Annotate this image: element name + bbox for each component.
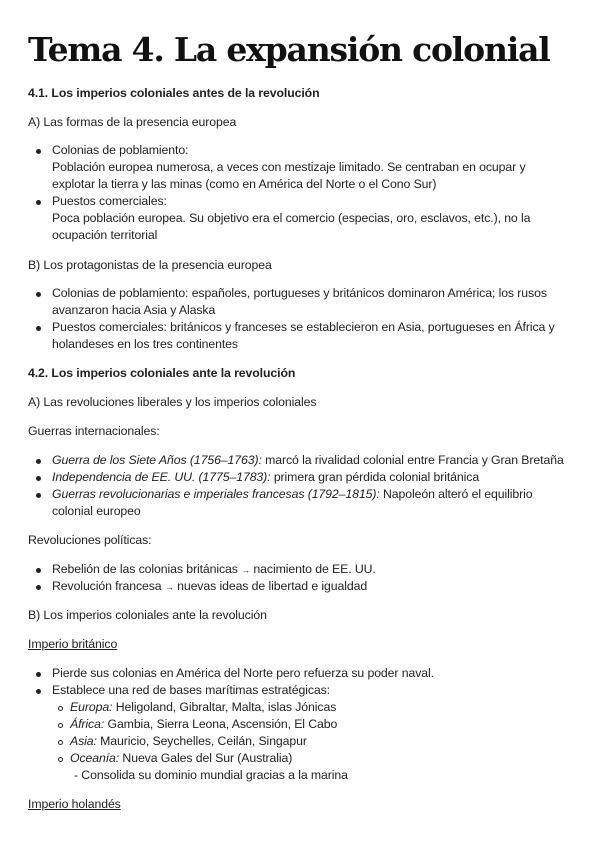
cause-text: Rebelión de las colonias británicas xyxy=(52,562,238,576)
list-item-text: avanzaron hacia Asia y Alaska xyxy=(52,303,216,317)
bullet-icon xyxy=(36,200,41,205)
region-label: África: xyxy=(70,717,105,731)
places-text: Nueva Gales del Sur (Australia) xyxy=(119,751,293,765)
sublist-item xyxy=(70,700,336,714)
circle-bullet-icon xyxy=(58,706,63,711)
list-item-rest: Napoleón alteró el equilibrio xyxy=(379,487,533,501)
sublist-item xyxy=(70,717,337,731)
list-item-text xyxy=(52,453,564,467)
list-item-rest: primera gran pérdida colonial británica xyxy=(270,470,480,484)
list-item-text: holandeses en los tres continentes xyxy=(52,337,238,351)
bullet-icon xyxy=(36,672,41,677)
subsection-b-heading: B) Los imperios coloniales ante la revolución xyxy=(28,608,267,622)
bullet-icon xyxy=(36,585,41,590)
list-item-text xyxy=(52,487,533,501)
bullet-icon xyxy=(36,326,41,331)
guerras-label: Guerras internacionales: xyxy=(28,424,160,438)
region-label: Europa: xyxy=(70,700,113,714)
bullet-icon xyxy=(36,568,41,573)
list-item-text: explotar la tierra y las minas (como en América del Norte o el Cono Sur) xyxy=(52,177,437,191)
list-item-text: Pierde sus colonias en América del Norte pero refuerza su poder naval. xyxy=(52,666,434,680)
region-label: Oceanía: xyxy=(70,751,120,765)
list-item-italic: Guerras revolucionarias e imperiales francesas (1792–1815): xyxy=(52,487,380,501)
places-text: Heligoland, Gibraltar, Malta, islas Jónicas xyxy=(112,700,337,714)
list-item-label: Puestos comerciales: xyxy=(52,194,167,208)
list-item-rest: marcó la rivalidad colonial entre Francia y Gran Bretaña xyxy=(261,453,564,467)
list-item-text xyxy=(52,470,479,484)
list-item-text: Colonias de poblamiento: españoles, portugueses y británicos dominaron América; los rusos xyxy=(52,286,547,300)
subsection-a-heading: A) Las revoluciones liberales y los imperios coloniales xyxy=(28,395,317,409)
bullet-icon xyxy=(36,292,41,297)
bullet-icon xyxy=(36,689,41,694)
subsection-b-heading: B) Los protagonistas de la presencia europea xyxy=(28,258,272,272)
list-item-text: Población europea numerosa, a veces con mestizaje limitado. Se centraban en ocupar y xyxy=(52,160,526,174)
imperio-holandes-heading: Imperio holandés xyxy=(28,797,121,811)
list-item-text xyxy=(52,579,367,593)
arrow-right-icon: → xyxy=(164,582,174,592)
cause-text: Revolución francesa xyxy=(52,579,162,593)
list-item-label: Colonias de poblamiento: xyxy=(52,143,189,157)
circle-bullet-icon xyxy=(58,723,63,728)
list-item-text: Puestos comerciales: británicos y franceses se establecieron en Asia, portugueses en África y xyxy=(52,320,555,334)
places-text: Mauricio, Seychelles, Ceilán, Singapur xyxy=(96,734,307,748)
list-item-text: colonial europeo xyxy=(52,504,141,518)
bullet-icon xyxy=(36,476,41,481)
subsection-a-heading: A) Las formas de la presencia europea xyxy=(28,115,237,129)
section-heading-4-2: 4.2. Los imperios coloniales ante la revolución xyxy=(28,366,296,380)
list-item-italic: Guerra de los Siete Años (1756–1763): xyxy=(52,453,262,467)
sublist-note: - Consolida su dominio mundial gracias a la marina xyxy=(74,768,348,782)
section-heading-4-1: 4.1. Los imperios coloniales antes de la revolución xyxy=(28,86,320,100)
arrow-right-icon: → xyxy=(241,565,251,575)
list-item-text: Establece una red de bases marítimas estratégicas: xyxy=(52,683,330,697)
circle-bullet-icon xyxy=(58,757,63,762)
bullet-icon xyxy=(36,459,41,464)
page-title: Tema 4. La expansión colonial xyxy=(28,30,550,69)
places-text: Gambia, Sierra Leona, Ascensión, El Cabo xyxy=(104,717,338,731)
effect-text: nuevas ideas de libertad e igualdad xyxy=(177,579,368,593)
sublist-item xyxy=(70,751,292,765)
sublist-item xyxy=(70,734,307,748)
list-item-text: ocupación territorial xyxy=(52,228,158,242)
list-item-text: Poca población europea. Su objetivo era el comercio (especias, oro, esclavos, etc.), no la xyxy=(52,211,531,225)
region-label: Asia: xyxy=(70,734,97,748)
list-item-text xyxy=(52,562,376,576)
list-item-italic: Independencia de EE. UU. (1775–1783): xyxy=(52,470,271,484)
revoluciones-label: Revoluciones políticas: xyxy=(28,533,152,547)
effect-text: nacimiento de EE. UU. xyxy=(253,562,376,576)
bullet-icon xyxy=(36,149,41,154)
bullet-icon xyxy=(36,493,41,498)
imperio-britanico-heading: Imperio británico xyxy=(28,637,118,651)
circle-bullet-icon xyxy=(58,740,63,745)
